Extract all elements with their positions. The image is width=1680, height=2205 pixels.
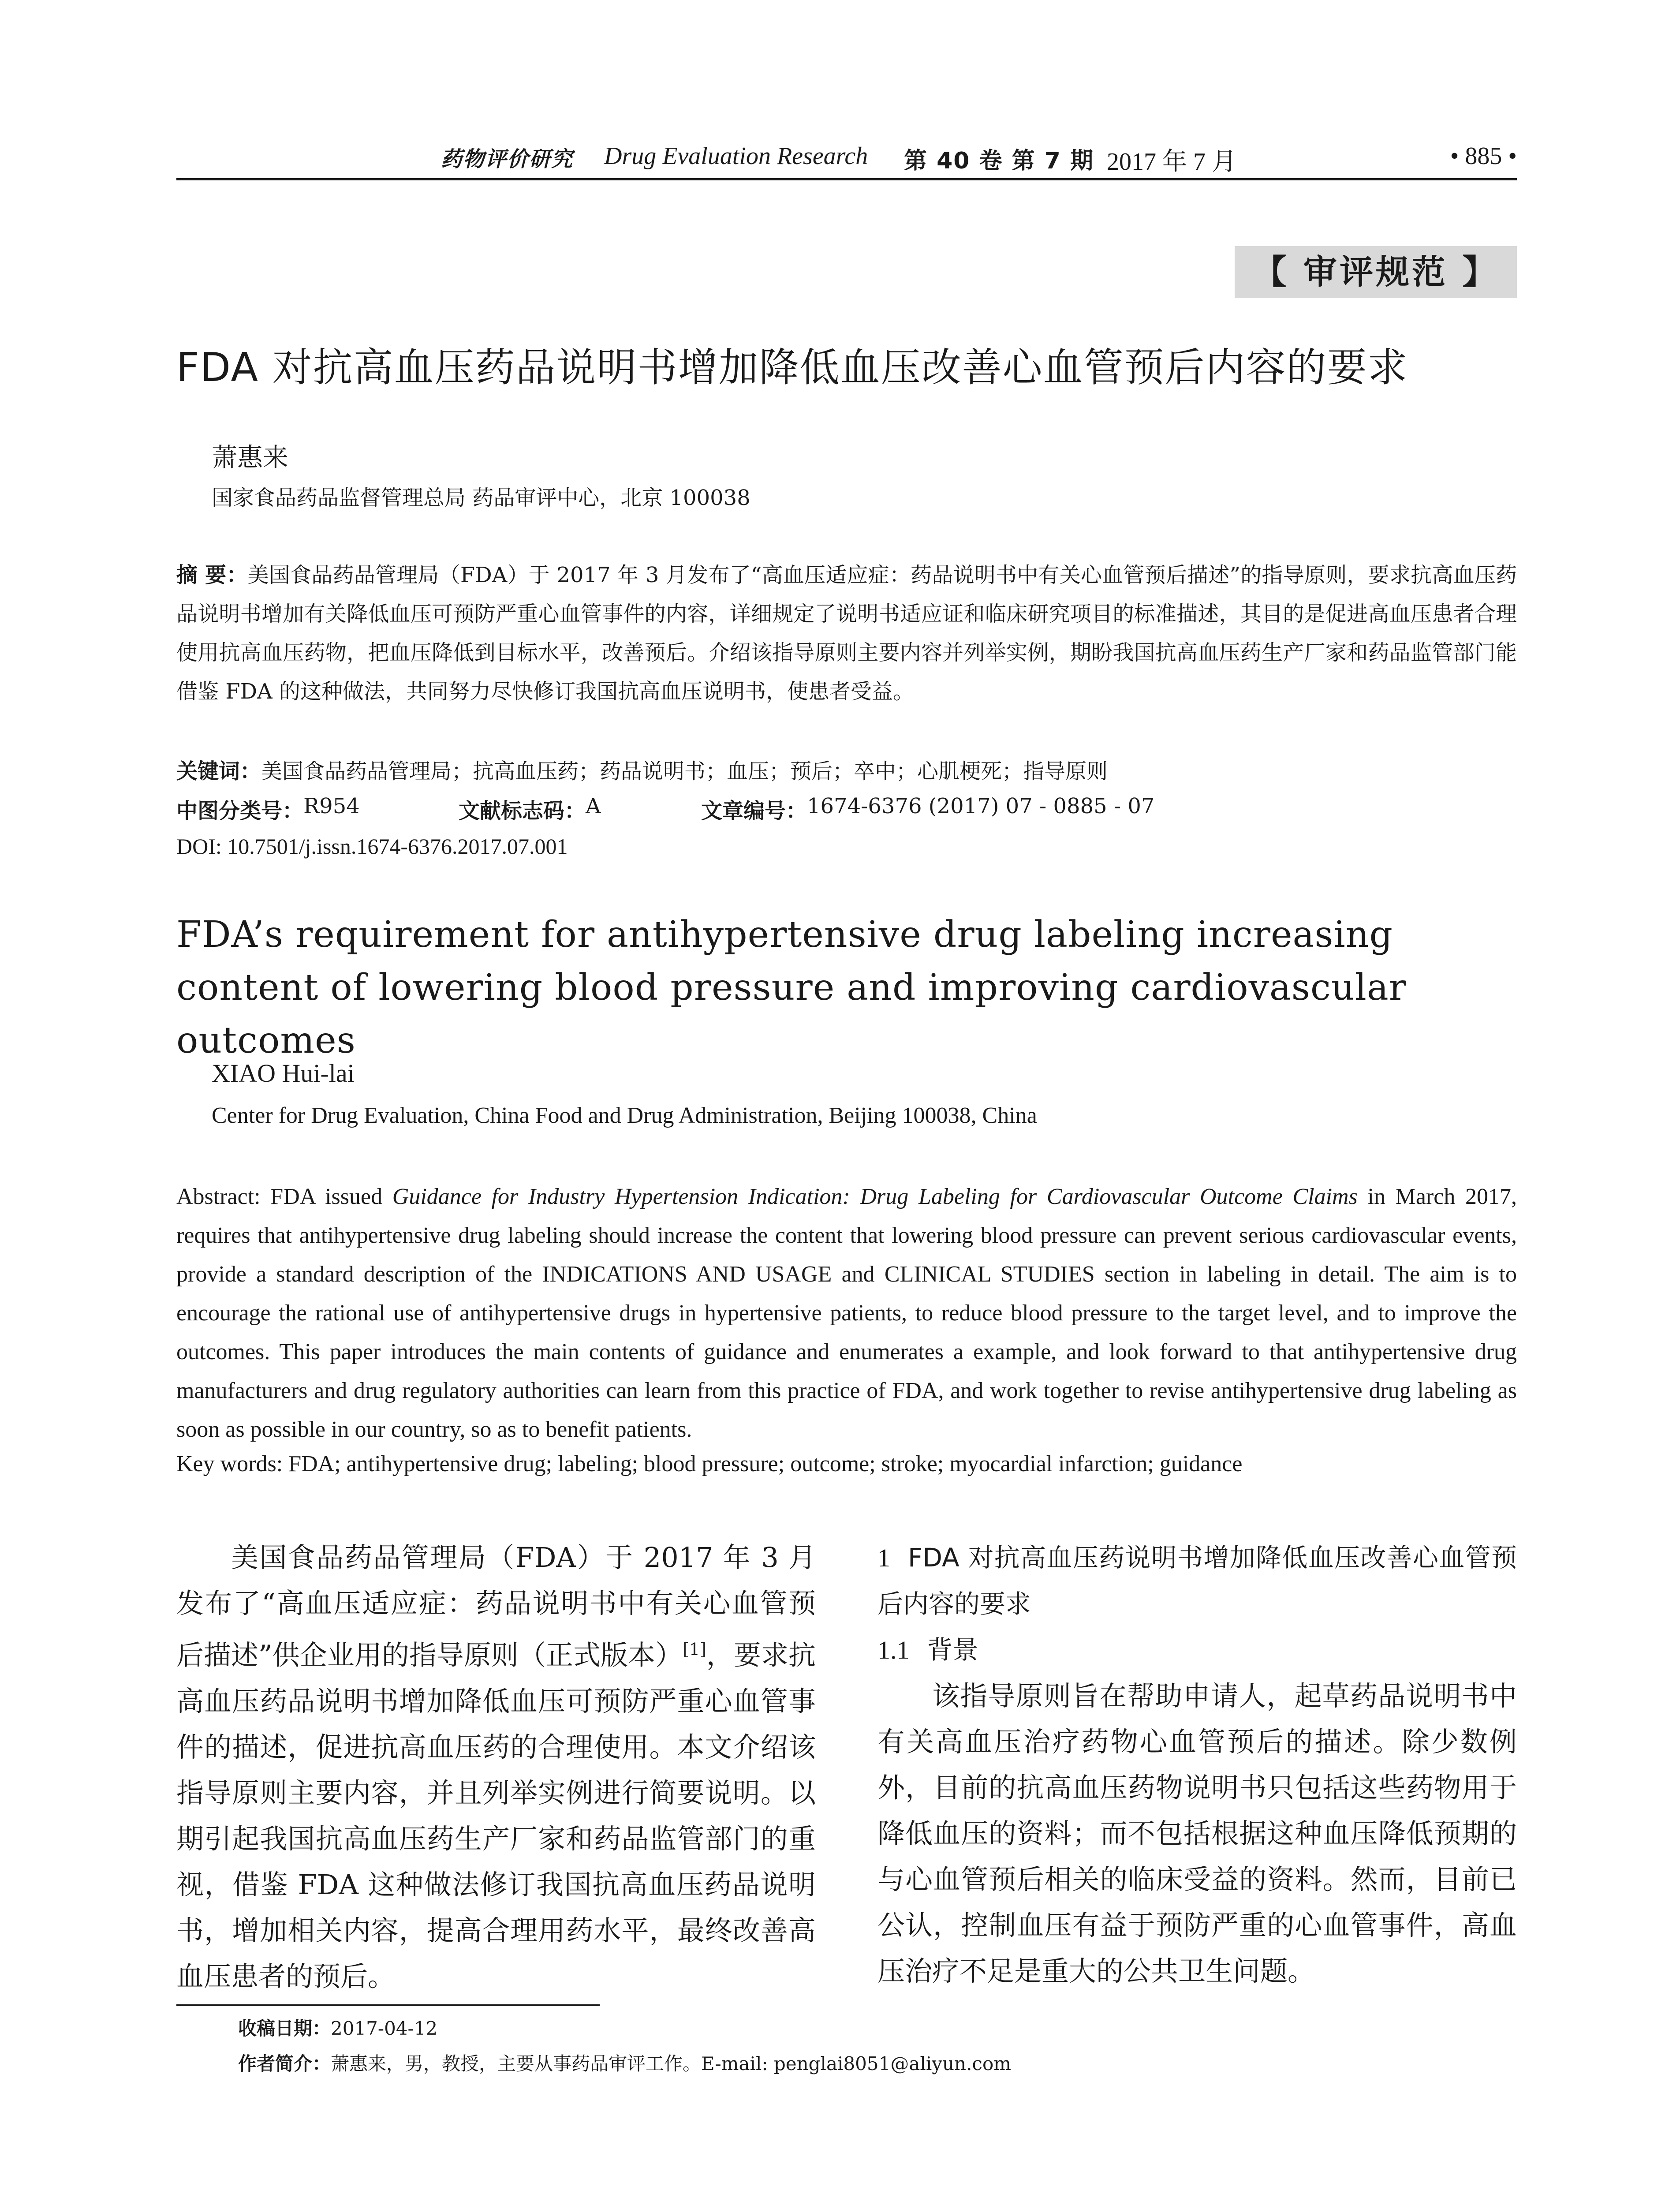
running-header xyxy=(176,140,1517,180)
page-number: • 885 • xyxy=(1450,142,1517,170)
footnote-rule xyxy=(176,2004,600,2006)
author-bio-label: 作者简介： xyxy=(238,2053,331,2074)
citation-ref: [1] xyxy=(683,1640,706,1659)
en-affiliation: Center for Drug Evaluation, China Food and Drug Administration, Beijing 100038, China xyxy=(212,1103,1037,1128)
received-date xyxy=(238,2011,1011,2046)
cn-title: FDA 对抗高血压药品说明书增加降低血压改善心血管预后内容的要求 xyxy=(176,344,1408,391)
intro-text-end: ，要求抗高血压药品说明书增加降低血压可预防严重心血管事件的描述，促进抗高血压药的合理使用。本文介绍该指导原则主要内容，并且列举实例进行简要说明。以期引起我国抗高血压药生产厂家和药品监管部门的重视，借鉴 FDA 这种做法修订我国抗高血压药品说明书，增加相关内容，提高合理用药水平，最终改善高血压患者的预后。 xyxy=(176,1639,816,1992)
section-1-title: FDA 对抗高血压药说明书增加降低血压改善心血管预后内容的要求 xyxy=(877,1543,1517,1619)
section-1-heading xyxy=(877,1535,1517,1627)
en-title: FDA’s requirement for antihypertensive drug labeling increasing content of lowering blood pressure and improving cardiovascular outcomes xyxy=(176,914,1407,1061)
section-1-1-title: 背景 xyxy=(927,1635,978,1665)
received-value: 2017-04-12 xyxy=(331,2018,438,2039)
en-author: XIAO Hui-lai xyxy=(212,1059,355,1088)
doc-code-label: 文献标志码： xyxy=(459,799,586,823)
body-column-left xyxy=(176,1535,816,1999)
doi: DOI: 10.7501/j.issn.1674-6376.2017.07.001 xyxy=(176,834,568,859)
en-abstract-label: Abstract: xyxy=(176,1184,261,1209)
cn-keywords xyxy=(176,754,1108,785)
clc-value: R954 xyxy=(303,794,360,818)
section-1-1-paragraph: 该指导原则旨在帮助申请人，起草药品说明书中有关高血压治疗药物心血管预后的描述。除少数例外，目前的抗高血压药物说明书只包括这些药物用于降低血压的资料；而不包括根据这种血压降低预期的与心血管预后相关的临床受益的资料。然而，目前已公认，控制血压有益于预防严重的心血管事件，高血压治疗不足是重大的公共卫生问题。 xyxy=(877,1680,1517,1987)
section-1-1-heading xyxy=(877,1627,1517,1673)
cn-keywords-label: 关键词： xyxy=(176,759,261,784)
journal-logo: 药物评价研究 xyxy=(441,147,574,172)
en-abstract-post: in March 2017, requires that antihypertensive drug labeling should increase the content that lowering blood pressure can prevent serious cardiovascular events, provide a standard description of the INDICATIONS AND USAGE and CLINICAL STUDIES section in labeling in detail. The aim is to encourage the rational use of antihypertensive drugs in hypertensive patients, to reduce blood pressure to the target level, and to improve the outcomes. This paper introduces the main contents of guidance and enumerates a example, and look forward to that antihypertensive drug manufacturers and drug regulatory authorities can learn from this practice of FDA, and work together to revise antihypertensive drug labeling as soon as possible in our country, so as to benefit patients. xyxy=(176,1184,1517,1442)
footnotes xyxy=(238,2011,1011,2082)
journal-name: Drug Evaluation Research xyxy=(604,142,868,170)
cn-abstract-text: 美国食品药品管理局（FDA）于 2017 年 3 月发布了“高血压适应症：药品说明书中有关心血管预后描述”的指导原则，要求抗高血压药品说明书增加有关降低血压可预防严重心血管事件的内容，详细规定了说明书适应证和临床研究项目的标准描述，其目的是促进高血压患者合理使用抗高血压药物，把血压降低到目标水平，改善预后。介绍该指导原则主要内容并列举实例，期盼我国抗高血压药生产厂家和药品监管部门能借鉴 FDA 的这种做法，共同努力尽快修订我国抗高血压说明书，使患者受益。 xyxy=(176,563,1517,704)
doc-code-value: A xyxy=(586,794,601,818)
en-keywords-label: Key words: xyxy=(176,1451,283,1476)
en-abstract-pre: FDA issued xyxy=(260,1184,392,1209)
article-no-value: 1674-6376 (2017) 07 - 0885 - 07 xyxy=(807,794,1155,818)
section-tag: 【 审评规范 】 xyxy=(1235,246,1517,298)
received-label: 收稿日期： xyxy=(238,2018,331,2039)
en-keywords xyxy=(176,1451,1242,1477)
cn-abstract-label: 摘 要： xyxy=(176,563,248,587)
cn-affiliation: 国家食品药品监督管理总局 药品审评中心，北京 100038 xyxy=(212,486,750,510)
intro-text-start: 美国食品药品管理局（FDA）于 2017 年 3 月发布了“高血压适应症：药品说明书中有关心血管预后描述”供企业用的指导原则（正式版本） xyxy=(176,1541,816,1671)
issue-date: 2017 年 7 月 xyxy=(1107,148,1236,176)
en-abstract xyxy=(176,1177,1517,1449)
cn-abstract xyxy=(176,556,1517,711)
cn-keywords-text: 美国食品药品管理局；抗高血压药；药品说明书；血压；预后；卒中；心肌梗死；指导原则 xyxy=(261,759,1108,784)
author-bio-text: 萧惠来，男，教授，主要从事药品审评工作。E-mail: penglai8051@aliyun.com xyxy=(331,2053,1012,2074)
en-abstract-guidance-title: Guidance for Industry Hypertension Indication: Drug Labeling for Cardiovascular Outcome Claims xyxy=(392,1184,1358,1209)
body-column-right xyxy=(877,1535,1517,1994)
clc-label: 中图分类号： xyxy=(176,799,304,823)
intro-paragraph xyxy=(176,1535,816,1999)
article-no-label: 文章编号： xyxy=(701,799,807,823)
header-rule xyxy=(176,178,1517,180)
classification-row xyxy=(176,794,1517,829)
author-bio xyxy=(238,2046,1011,2082)
section-1-1-number: 1.1 xyxy=(877,1636,910,1664)
volume-issue: 第 40 卷 第 7 期 xyxy=(904,148,1094,174)
section-1-number: 1 xyxy=(877,1544,890,1572)
en-keywords-text: FDA; antihypertensive drug; labeling; blood pressure; outcome; stroke; myocardial infarction; guidance xyxy=(283,1451,1243,1476)
cn-author: 萧惠来 xyxy=(212,442,289,472)
